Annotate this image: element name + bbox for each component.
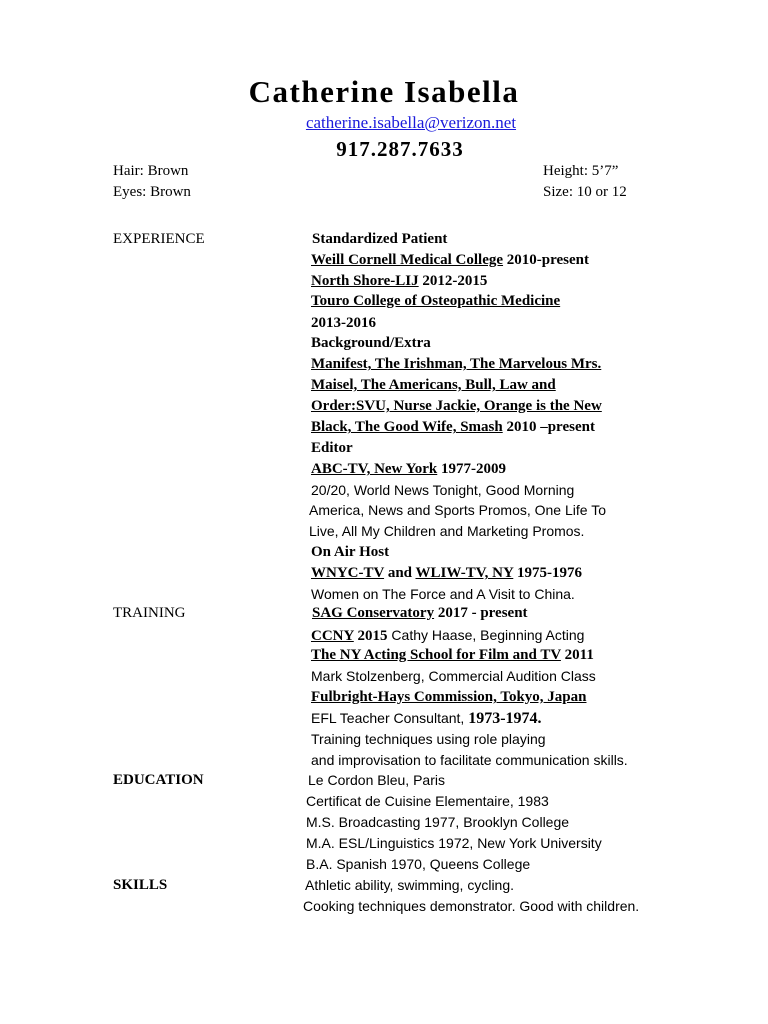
onair-years: 1975-1976 — [513, 565, 583, 581]
size-stat: Size: 10 or 12 — [543, 184, 627, 200]
abc-entry — [311, 460, 506, 479]
height-stat: Height: 5’7” — [543, 163, 619, 179]
credits-shows: Black, The Good Wife, Smash — [311, 419, 503, 435]
weill-years: 2010-present — [503, 252, 590, 268]
abc-desc-3: Live, All My Children and Marketing Promos. — [309, 523, 585, 539]
credits-line-4 — [311, 418, 595, 437]
eyes-stat: Eyes: Brown — [113, 184, 191, 200]
training-desc-2: and improvisation to facilitate communication skills. — [311, 752, 628, 768]
sp-heading: Standardized Patient — [312, 231, 448, 247]
phone-number: 917.287.7633 — [336, 137, 464, 161]
credits-line-3: Order:SVU, Nurse Jackie, Orange is the New — [311, 398, 602, 414]
efl-label: EFL Teacher Consultant, — [311, 710, 469, 726]
wnyc-name: WNYC-TV — [311, 565, 385, 581]
credits-years: 2010 –present — [502, 419, 595, 435]
abc-desc-1: 20/20, World News Tonight, Good Morning — [311, 482, 575, 498]
ccny-name: CCNY — [311, 628, 354, 644]
education-line-4: M.A. ESL/Linguistics 1972, New York University — [306, 835, 602, 851]
training-desc-1: Training techniques using role playing — [311, 731, 546, 747]
section-experience: EXPERIENCE — [113, 231, 205, 247]
nyas-year: 2011 — [560, 647, 594, 663]
wliw-name: WLIW-TV, NY — [415, 565, 514, 581]
and-text: and — [384, 565, 416, 581]
section-skills: SKILLS — [113, 877, 168, 893]
northshore-years: 2012-2015 — [418, 273, 488, 289]
touro-years: 2013-2016 — [311, 315, 376, 331]
credits-line-1: Manifest, The Irishman, The Marvelous Mrs. — [311, 356, 602, 372]
education-line-2: Certificat de Cuisine Elementaire, 1983 — [306, 793, 549, 809]
nyas-name: The NY Acting School for Film and TV — [311, 647, 561, 663]
fulbright-name: Fulbright-Hays Commission, Tokyo, Japan — [311, 689, 587, 705]
education-line-1: Le Cordon Bleu, Paris — [308, 772, 445, 788]
ccny-desc: Cathy Haase, Beginning Acting — [387, 627, 585, 643]
sag-name: SAG Conservatory — [312, 605, 435, 621]
education-line-5: B.A. Spanish 1970, Queens College — [306, 856, 531, 872]
onair-entry — [311, 564, 582, 583]
section-education: EDUCATION — [113, 772, 204, 788]
ccny-entry — [311, 626, 584, 646]
skills-line-1: Athletic ability, swimming, cycling. — [305, 877, 515, 893]
abc-desc-2: America, News and Sports Promos, One Life To — [309, 502, 606, 518]
onair-heading: On Air Host — [311, 544, 390, 560]
abc-name: ABC-TV, New York — [311, 461, 438, 477]
efl-years: 1973-1974. — [468, 710, 542, 727]
bg-heading: Background/Extra — [311, 335, 431, 351]
abc-years: 1977-2009 — [437, 461, 507, 477]
northshore-entry — [311, 272, 487, 291]
editor-heading: Editor — [311, 440, 353, 456]
efl-entry — [311, 709, 542, 729]
hair-stat: Hair: Brown — [113, 163, 189, 179]
nyas-desc: Mark Stolzenberg, Commercial Audition Class — [311, 668, 596, 684]
credits-line-2: Maisel, The Americans, Bull, Law and — [311, 377, 556, 393]
skills-line-2: Cooking techniques demonstrator. Good with children. — [303, 898, 640, 914]
section-training: TRAINING — [113, 605, 186, 621]
candidate-name: Catherine Isabella — [248, 74, 520, 109]
weill-entry — [311, 251, 589, 270]
touro-name: Touro College of Osteopathic Medicine — [311, 293, 561, 309]
sag-years: 2017 - present — [434, 605, 528, 621]
ccny-year: 2015 — [353, 628, 388, 644]
onair-desc: Women on The Force and A Visit to China. — [311, 586, 575, 602]
email-link[interactable]: catherine.isabella@verizon.net — [305, 113, 517, 132]
sag-entry — [312, 604, 528, 623]
nyas-entry — [311, 646, 594, 665]
education-line-3: M.S. Broadcasting 1977, Brooklyn College — [306, 814, 570, 830]
northshore-name: North Shore-LIJ — [311, 273, 419, 289]
weill-name: Weill Cornell Medical College — [311, 252, 504, 268]
